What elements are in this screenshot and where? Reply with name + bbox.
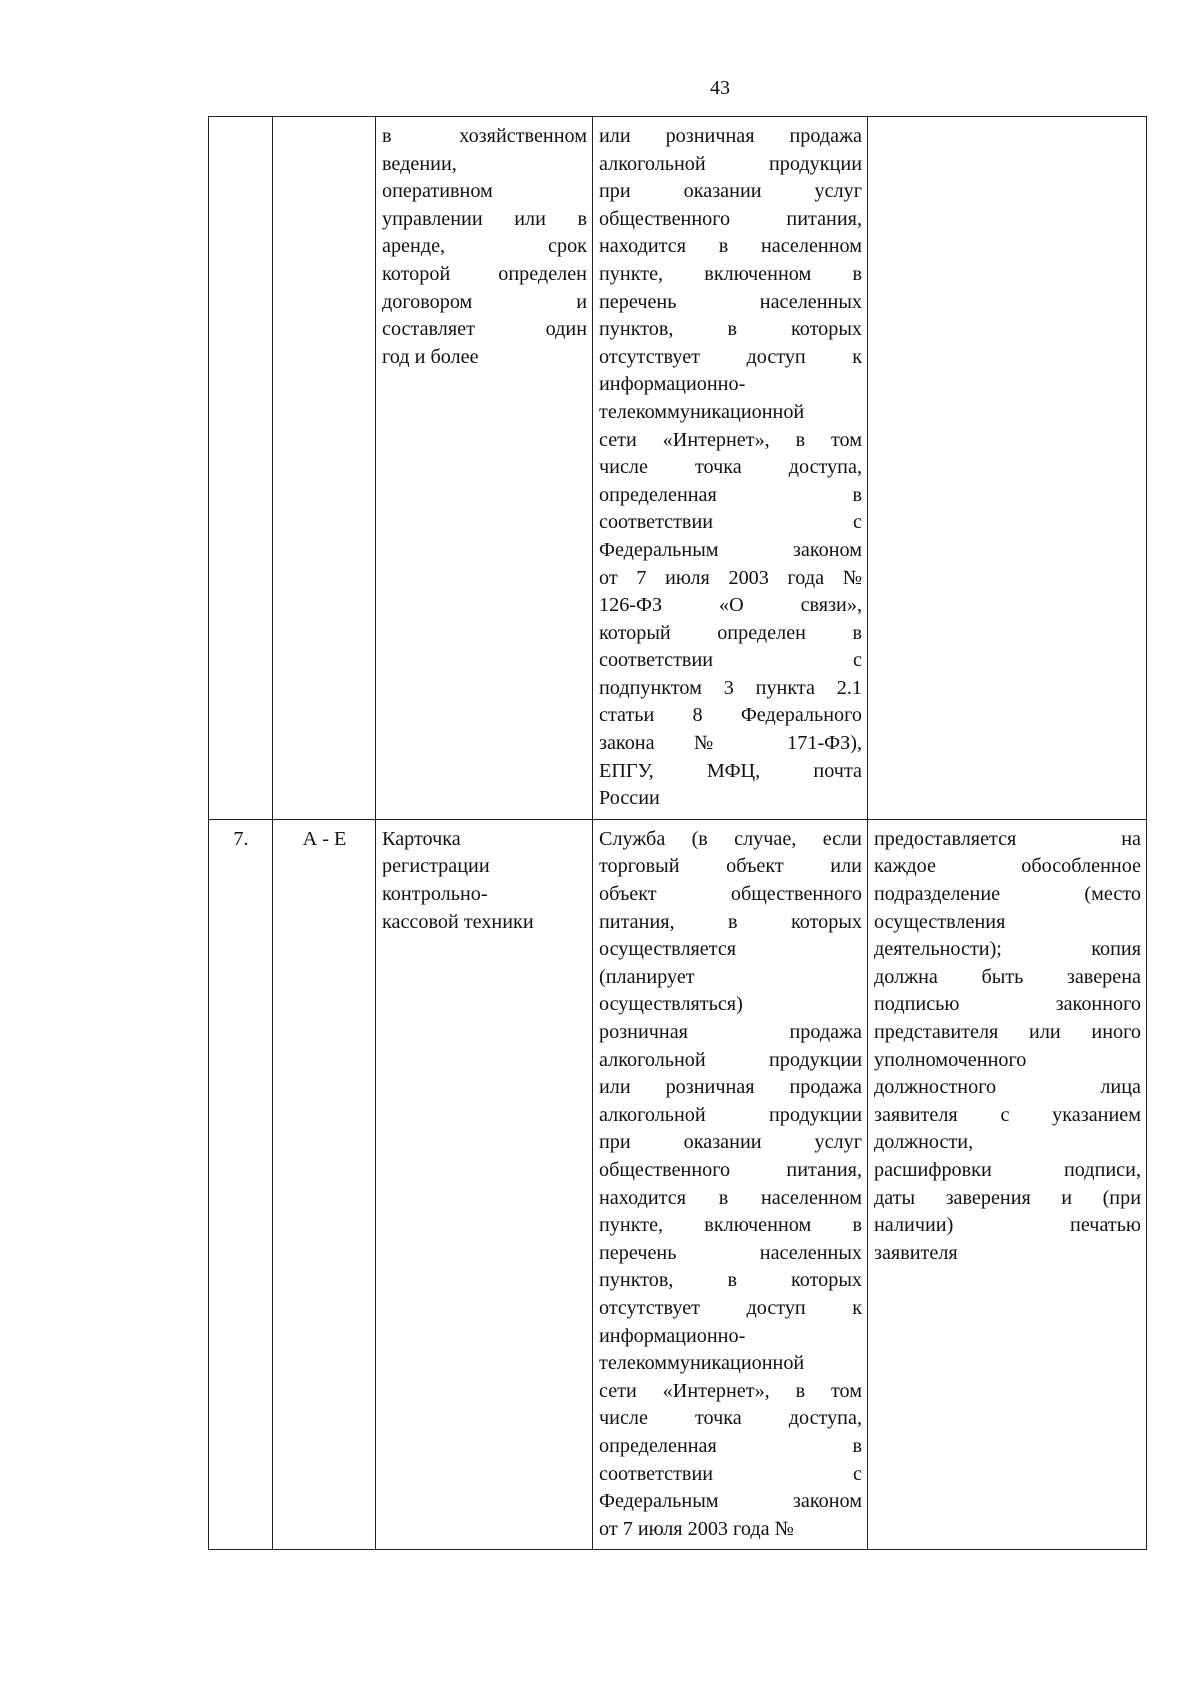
row-number-cell bbox=[209, 117, 273, 820]
text-line: объект общественного bbox=[599, 883, 862, 906]
text-line: находится в населенном bbox=[599, 1186, 862, 1209]
text-line: оперативном bbox=[382, 180, 493, 203]
note-cell bbox=[868, 819, 1147, 1549]
text-line: представителя или иного bbox=[874, 1021, 1141, 1043]
text-line: розничная продажа bbox=[599, 1021, 862, 1043]
text-line: информационно- bbox=[599, 1324, 746, 1347]
note-cell bbox=[868, 117, 1147, 820]
text-line: от 7 июля 2003 года № bbox=[599, 566, 862, 589]
text-line: общественного питания, bbox=[599, 1158, 862, 1181]
text-line: заявителя с указанием bbox=[874, 1103, 1141, 1126]
text-line: уполномоченного bbox=[874, 1048, 1027, 1071]
text-line: сети «Интернет», в том bbox=[599, 1379, 862, 1402]
text-line: расшифровки подписи, bbox=[874, 1158, 1141, 1181]
text-line: отсутствует доступ к bbox=[599, 1296, 862, 1319]
text-line: России bbox=[599, 787, 660, 810]
text-line: Служба (в случае, если bbox=[599, 827, 862, 850]
text-line: управлении или в bbox=[382, 207, 587, 230]
text-line: предоставляется на bbox=[874, 827, 1141, 850]
text-line: подпунктом 3 пункта 2.1 bbox=[599, 676, 862, 699]
document-name-cell bbox=[376, 117, 593, 820]
text-line: соответствии с bbox=[599, 511, 862, 534]
text-line: каждое обособленное bbox=[874, 855, 1141, 878]
text-line: отсутствует доступ к bbox=[599, 345, 862, 368]
case-cell bbox=[593, 819, 868, 1549]
text-line: должности, bbox=[874, 1131, 974, 1154]
text-line: пункте, включенном в bbox=[599, 262, 862, 285]
text-line: статьи 8 Федерального bbox=[599, 704, 862, 727]
text-line: в хозяйственном bbox=[382, 125, 587, 147]
text-line: соответствии с bbox=[599, 1462, 862, 1485]
text-line: информационно- bbox=[599, 373, 746, 396]
text-line: год и более bbox=[382, 345, 479, 368]
text-line: договором и bbox=[382, 290, 587, 313]
page-number: 43 bbox=[710, 77, 730, 99]
cell-text bbox=[382, 123, 587, 371]
text-line: питания, в которых bbox=[599, 910, 862, 933]
text-line: составляет один bbox=[382, 318, 587, 341]
text-line: числе точка доступа, bbox=[599, 456, 862, 479]
text-line: находится в населенном bbox=[599, 235, 862, 258]
document-table bbox=[208, 116, 1147, 1550]
text-line: при оказании услуг bbox=[599, 180, 862, 203]
text-line: закона № 171-ФЗ), bbox=[599, 732, 862, 755]
text-line: осуществляется bbox=[599, 938, 737, 961]
text-line: числе точка доступа, bbox=[599, 1407, 862, 1430]
text-line: ведении, bbox=[382, 152, 457, 175]
text-line: перечень населенных bbox=[599, 1241, 862, 1264]
text-line: даты заверения и (при bbox=[874, 1186, 1141, 1209]
text-line: (планирует bbox=[599, 965, 695, 988]
cell-text bbox=[599, 826, 862, 1543]
text-line: или розничная продажа bbox=[599, 125, 862, 147]
text-line: пунктов, в которых bbox=[599, 318, 862, 341]
cell-text bbox=[382, 826, 587, 936]
text-line: аренде, срок bbox=[382, 235, 587, 258]
text-line: торговый объект или bbox=[599, 855, 862, 878]
table-row bbox=[209, 819, 1147, 1549]
text-line: при оказании услуг bbox=[599, 1131, 862, 1154]
text-line: 126-ФЗ «О связи», bbox=[599, 594, 862, 617]
text-line: регистрации bbox=[382, 855, 490, 878]
text-line: соответствии с bbox=[599, 649, 862, 672]
text-line: или розничная продажа bbox=[599, 1076, 862, 1099]
text-line: заявителя bbox=[874, 1241, 958, 1264]
text-line: алкогольной продукции bbox=[599, 152, 862, 175]
text-line: которой определен bbox=[382, 262, 587, 285]
case-cell bbox=[593, 117, 868, 820]
text-line: должна быть заверена bbox=[874, 965, 1141, 988]
row-code-cell bbox=[273, 117, 376, 820]
text-line: осуществления bbox=[874, 910, 1006, 933]
text-line: алкогольной продукции bbox=[599, 1048, 862, 1071]
text-line: пунктов, в которых bbox=[599, 1269, 862, 1292]
cell-text bbox=[599, 123, 862, 813]
document-name-cell bbox=[376, 819, 593, 1549]
text-line: общественного питания, bbox=[599, 207, 862, 230]
text-line: который определен в bbox=[599, 621, 862, 644]
row-number-cell bbox=[209, 819, 273, 1549]
text-line: Федеральным законом bbox=[599, 538, 862, 561]
text-line: перечень населенных bbox=[599, 290, 862, 313]
row-code-cell bbox=[273, 819, 376, 1549]
text-line: контрольно- bbox=[382, 883, 488, 906]
text-line: алкогольной продукции bbox=[599, 1103, 862, 1126]
text-line: Федеральным законом bbox=[599, 1490, 862, 1513]
text-line: телекоммуникационной bbox=[599, 1352, 805, 1375]
text-line: телекоммуникационной bbox=[599, 400, 805, 423]
row-number: 7. bbox=[233, 827, 249, 850]
table-row bbox=[209, 117, 1147, 820]
table-body bbox=[209, 117, 1147, 1550]
text-line: определенная в bbox=[599, 483, 862, 506]
text-line: сети «Интернет», в том bbox=[599, 428, 862, 451]
text-line: Карточка bbox=[382, 827, 461, 850]
text-line: от 7 июля 2003 года № bbox=[599, 1517, 794, 1540]
text-line: кассовой техники bbox=[382, 910, 534, 933]
text-line: осуществляться) bbox=[599, 993, 743, 1016]
text-line: деятельности); копия bbox=[874, 938, 1141, 961]
text-line: подразделение (место bbox=[874, 883, 1141, 906]
cell-text bbox=[874, 826, 1141, 1268]
text-line: ЕПГУ, МФЦ, почта bbox=[599, 759, 862, 782]
text-line: определенная в bbox=[599, 1434, 862, 1457]
text-line: должностного лица bbox=[874, 1076, 1141, 1099]
row-code: А - Е bbox=[302, 827, 347, 850]
text-line: пункте, включенном в bbox=[599, 1214, 862, 1237]
text-line: наличии) печатью bbox=[874, 1214, 1141, 1237]
text-line: подписью законного bbox=[874, 993, 1141, 1016]
